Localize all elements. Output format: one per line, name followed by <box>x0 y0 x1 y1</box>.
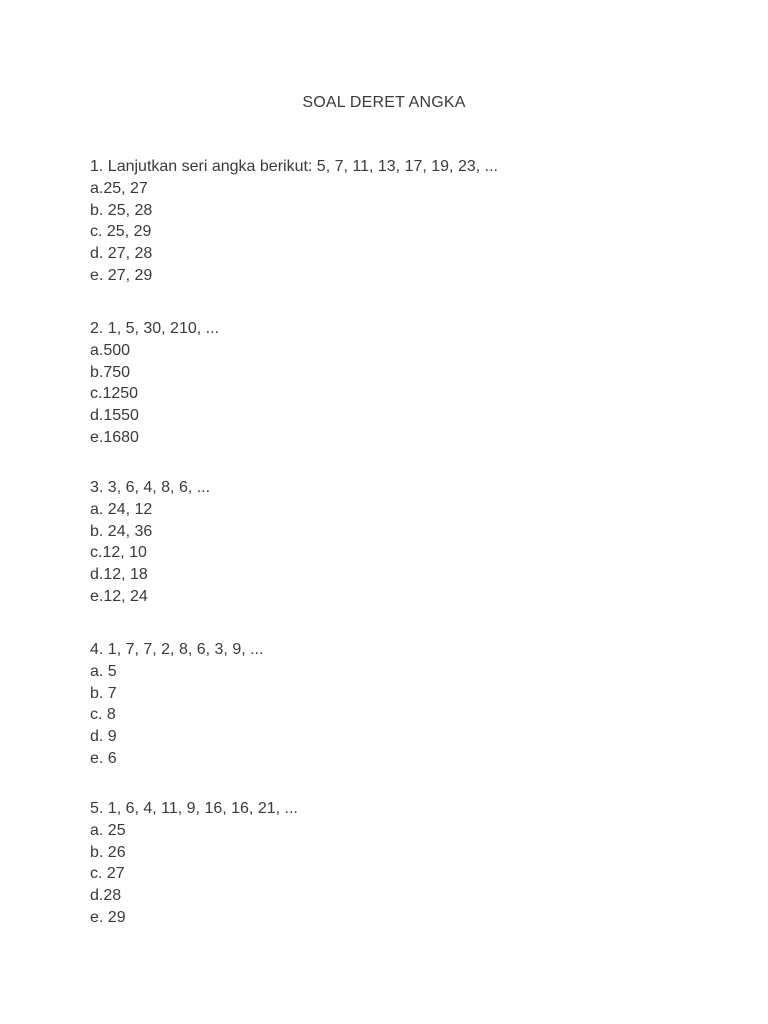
answer-option-b: b. 24, 36 <box>90 522 153 540</box>
answer-option-b: b. 25, 28 <box>90 201 153 219</box>
question-text: 2. 1, 5, 30, 210, ... <box>90 320 219 337</box>
answer-option-e: e. 27, 29 <box>90 266 153 284</box>
question-3 <box>90 477 710 608</box>
document-title: SOAL DERET ANGKA <box>302 94 466 111</box>
question-4 <box>90 639 710 770</box>
answer-option-d: d.12, 18 <box>90 566 148 584</box>
answer-option-d: d. 27, 28 <box>90 245 153 263</box>
question-text: 3. 3, 6, 4, 8, 6, ... <box>90 479 211 496</box>
answer-option-a: a. 25 <box>90 821 126 839</box>
answer-option-c: c.12, 10 <box>90 544 147 562</box>
question-text: 1. Lanjutkan seri angka berikut: 5, 7, 11, 13, 17, 19, 23, ... <box>90 158 498 175</box>
question-1 <box>90 156 710 287</box>
answer-option-b: b. 26 <box>90 843 126 861</box>
answer-option-e: e. 29 <box>90 908 126 926</box>
answer-option-d: d.28 <box>90 887 122 905</box>
question-text: 5. 1, 6, 4, 11, 9, 16, 16, 21, ... <box>90 800 298 817</box>
answer-option-d: d. 9 <box>90 728 117 746</box>
question-text: 4. 1, 7, 7, 2, 8, 6, 3, 9, ... <box>90 641 264 658</box>
answer-option-a: a.500 <box>90 341 131 359</box>
answer-option-b: b. 7 <box>90 684 117 702</box>
answer-option-d: d.1550 <box>90 407 139 425</box>
answer-option-c: c. 27 <box>90 865 125 883</box>
answer-option-a: a. 24, 12 <box>90 500 153 518</box>
answer-option-e: e.12, 24 <box>90 587 148 605</box>
question-2 <box>90 318 710 449</box>
question-5 <box>90 798 710 929</box>
answer-option-e: e.1680 <box>90 428 139 446</box>
answer-option-b: b.750 <box>90 363 131 381</box>
answer-option-c: c. 8 <box>90 706 116 724</box>
answer-option-e: e. 6 <box>90 749 117 767</box>
answer-option-c: c. 25, 29 <box>90 223 152 241</box>
answer-option-a: a. 5 <box>90 662 117 680</box>
answer-option-a: a.25, 27 <box>90 179 148 197</box>
answer-option-c: c.1250 <box>90 385 139 403</box>
